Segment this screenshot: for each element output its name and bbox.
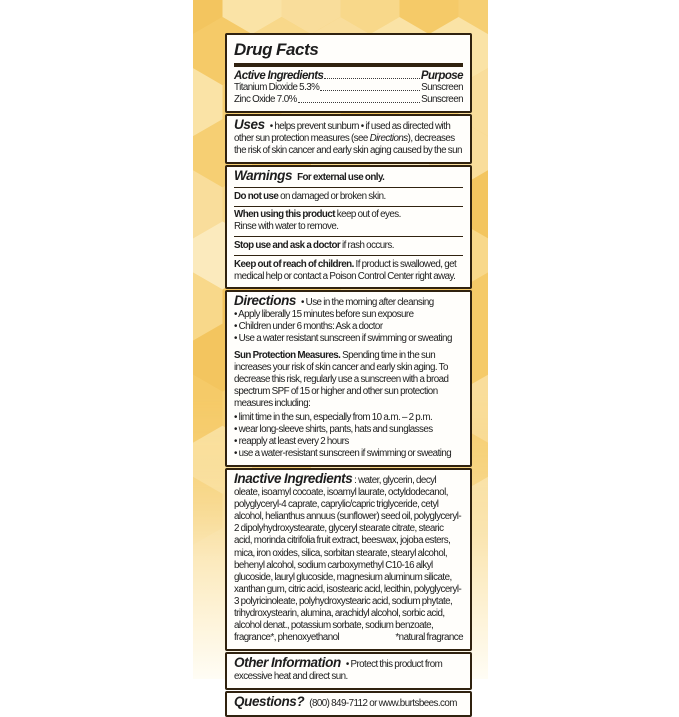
sun-protection-header: Sun Protection Measures. <box>234 350 341 362</box>
other-information-section <box>225 652 472 690</box>
uses-section <box>225 114 472 164</box>
questions-header: Questions? <box>234 694 305 710</box>
active-ingredients-header: Active Ingredients <box>234 69 324 82</box>
drug-facts-label <box>225 33 472 717</box>
dotted-leader <box>320 90 420 91</box>
inactive-colon: : <box>352 474 359 486</box>
other-information-header: Other Information <box>234 655 341 671</box>
sun-protection-bullet: • wear long-sleeve shirts, pants, hats and sunglasses <box>234 423 433 435</box>
inactive-ingredients-text: water, glycerin, decyl oleate, isoamyl cocoate, isoamyl laurate, octyldodecanol, polyglyceryl-4 caprate, caprylic/capric triglyceride, cetyl alcohol, helianthus annuus (sunflower) seed oil, polyglyceryl-2 dipolyhydroxystearate, glyceryl stearate citrate, stearic acid, morinda citrifolia fruit extract, beeswax, jojoba esters, mica, iron oxides, silica, sorbitan stearate, stearyl alcohol, behenyl alcohol, sodium carboxymethyl C10-16 alkyl glucoside, lauryl glucoside, magnesium aluminum silicate, xanthan gum, citric acid, isostearic acid, lecithin, polyglyceryl-3 polyricinoleate, polyhydroxystearic acid, sodium phytate, trihydroxystearin, alumina, arachidyl alcohol, sorbic acid, alcohol denat., potassium sorbate, sodium benzoate, <box>234 474 462 632</box>
sun-protection-bullet: • reapply at least every 2 hours <box>234 435 349 447</box>
uses-text: • helps prevent sunburn • if used as directed with other sun protection measures (see <box>234 120 451 144</box>
warning-bold: Do not use <box>234 190 279 202</box>
directions-bullet: • Children under 6 months: Ask a doctor <box>234 320 383 332</box>
warnings-header-row <box>234 169 463 188</box>
questions-contact-text: (800) 849-7112 or www.burtsbees.com <box>309 698 457 710</box>
warning-row <box>234 188 463 207</box>
inactive-ingredients-header: Inactive Ingredients <box>234 470 353 486</box>
warnings-header: Warnings <box>234 168 293 184</box>
warning-bold: Keep out of reach of children. <box>234 258 354 270</box>
title-divider <box>234 63 463 67</box>
ingredient-purpose: Sunscreen <box>421 93 463 105</box>
warning-text: Rinse with water to remove. <box>234 221 339 233</box>
warning-text: If product is swallowed, get medical help or contact a Poison Control Center right away. <box>234 258 457 282</box>
inactive-ingredients-section <box>225 468 472 651</box>
warning-row <box>234 207 463 238</box>
sun-protection-bullet: • limit time in the sun, especially from 10 a.m. – 2 p.m. <box>234 411 433 423</box>
directions-first-bullet: • Use in the morning after cleansing <box>301 296 434 308</box>
directions-header: Directions <box>234 292 297 308</box>
warning-bold: Stop use and ask a doctor <box>234 239 341 251</box>
active-ingredient-row <box>234 94 463 106</box>
uses-text: ), decreases the risk of skin cancer and early skin aging caused by the sun <box>234 132 462 156</box>
warning-row <box>234 237 463 256</box>
questions-section <box>225 691 472 716</box>
dotted-leader <box>298 102 420 103</box>
drug-facts-title: Drug Facts <box>234 40 319 59</box>
warning-text: keep out of eyes. <box>334 209 401 221</box>
directions-bullet: • Use a water resistant sunscreen if swimming or sweating <box>234 333 452 344</box>
active-ingredients-section <box>225 33 472 113</box>
warning-text: if rash occurs. <box>340 239 394 251</box>
warning-row <box>234 256 463 284</box>
ingredient-purpose: Sunscreen <box>421 81 463 93</box>
sun-protection-bullet: • use a water-resistant sunscreen if swimming or sweating <box>234 447 452 459</box>
natural-fragrance-note: *natural fragrance <box>395 632 463 644</box>
warnings-header-text: For external use only. <box>297 172 385 184</box>
directions-bullet: • Apply liberally 15 minutes before sun exposure <box>234 308 414 320</box>
ingredient-name: Zinc Oxide 7.0% <box>234 93 297 105</box>
active-ingredients-header-row <box>234 70 463 82</box>
inactive-ingredients-last: fragrance*, phenoxyethanol <box>234 632 340 644</box>
active-ingredient-row <box>234 82 463 94</box>
ingredient-name: Titanium Dioxide 5.3% <box>234 81 320 93</box>
directions-section <box>225 290 472 467</box>
other-information-text: • Protect this product from excessive heat and direct sun. <box>234 659 443 683</box>
warning-text: on damaged or broken skin. <box>278 190 386 202</box>
dotted-leader <box>324 78 419 79</box>
warning-bold: When using this product <box>234 209 335 221</box>
sun-protection-text: Spending time in the sun increases your risk of skin cancer and early skin aging. To decrease this risk, regularly use a sunscreen with a broad spectrum SPF of 15 or higher and other sun protection measures including: <box>234 350 449 410</box>
purpose-header: Purpose <box>420 69 463 82</box>
uses-header: Uses <box>234 116 265 132</box>
uses-text-directions-ref: Directions <box>369 132 408 144</box>
warnings-section <box>225 165 472 289</box>
